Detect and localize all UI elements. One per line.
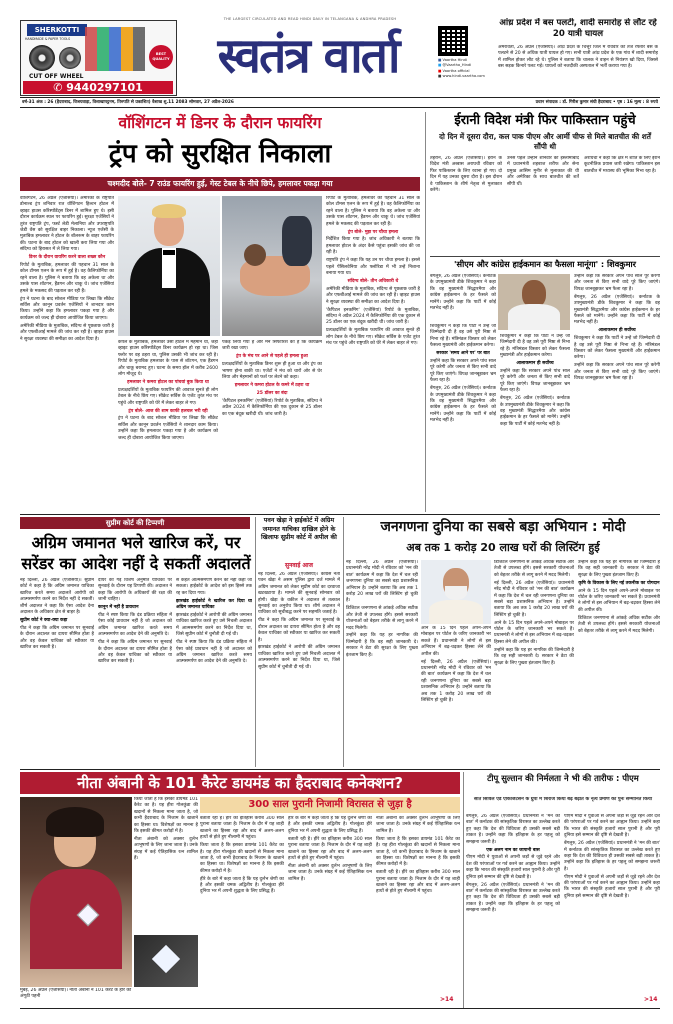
tipu-divider [463,772,464,1008]
modi-col2-text-2: नई दिल्ली, 26 अप्रैल (एजेंसियां)। प्रधानमंत्री नरेंद्र मोदी ने रविवार को 'मन की बात' कार्यक्रम में कहा कि देश में चल रही जनगणना दुनिया का सबसे बड़ा प्रशासनिक अभियान है। उन्होंने बताया कि अब तक 1 करोड़ 20 लाख घरों की लिस्टिंग हो चुकी है। [421,659,491,703]
product-strip [85,27,145,71]
nita-col3-text: हीरे के बारे में कहा जाता है कि यह दुर्लभ श्रेणी का है और इसकी चमक अद्वितीय है। गोलकुंडा हीरे दुनिया भर में अपनी शुद्धता के लिए प्रसिद्ध हैं। [288,816,372,834]
khera-headline: पवन खेड़ा ने हाईकोर्ट में अग्रिम जमानत याचिका दाखिल होने के खिलाफ सुप्रीम कोर्ट में अपील की [261,517,337,541]
nita-saree [30,869,122,969]
sc-column-2 [98,578,172,766]
modi-col4-text-3: डिजिटल जनगणना से आंकड़े अधिक सटीक और तेजी से उपलब्ध होंगे। इससे सरकारी योजनाओं को बेहतर तरीके से लागू करने में मदद मिलेगी। [578,615,660,634]
sc-col2-text-3: पीठ ने कहा कि अग्रिम जमानत पर सुनवाई के दौरान अदालत का दायरा सीमित होता है और वह केवल याचिका को स्वीकार या खारिज कर सकती है। [98,640,172,665]
sc-col1-text: नई दिल्ली, 26 अप्रैल (एजेंसियां)। सुप्रीम कोर्ट ने कहा है कि अग्रिम जमानत याचिका खारिज करते समय अदालतें आरोपी को आत्मसमर्पण करने का निर्देश नहीं दे सकतीं। शीर्ष अदालत ने कहा कि ऐसा आदेश देना अदालत के अधिकार क्षेत्र से बाहर है। [20,578,94,616]
cut-wheel-image [29,45,55,71]
tipu-subhead: एक अलग नाम का जापानी बास [486,847,540,853]
modi-col1-text-3: उन्होंने कहा कि यह हर नागरिक की जिम्मेदारी है कि वह सही जानकारी दे। सरकार ने डेटा की सुरक्षा के लिए पुख्ता इंतजाम किए हैं। [346,633,418,658]
tipu-column-2 [564,814,660,996]
karnataka-column-2 [500,334,570,512]
nita-col1-text-2: नीता अंबानी को अक्सर दुर्लभ आभूषणों के लिए जाना जाता है। उनके संग्रह में कई ऐतिहासिक रत्न शामिल हैं। [134,836,198,862]
shivakumar-shirt [508,304,560,330]
tipu-headline: टीपू सुल्तान की निर्मलता ने भी की तारीफ : पीएम [487,773,639,783]
bow-tie [163,250,175,255]
sc-col1-subhead: सुप्रीम कोर्ट ने क्या-क्या कहा [20,617,68,623]
modi-col1-text: नई दिल्ली, 26 अप्रैल (एजेंसियां)। प्रधानमंत्री नरेंद्र मोदी ने रविवार को 'मन की बात' कार्यक्रम में कहा कि देश में चल रही जनगणना दुनिया का सबसे बड़ा प्रशासनिक अभियान है। उन्होंने बताया कि अब तक 1 करोड़ 20 लाख घरों की लिस्टिंग हो चुकी है। [346,560,418,604]
karnataka-subhead-1: सरकार 'समय आने पर' पर बात [436,351,490,357]
social-list [438,58,498,79]
modi-beard [445,586,467,600]
sc-col3-text: से कहते आत्मसमर्पण करने को नहीं कहा जा सकता। हाईकोर्ट के आदेश को इस हिस्से तक रद्द कर दिया गया। [176,578,252,596]
nita-column-3 [288,816,372,1006]
modi-column-1 [346,560,418,766]
nita-column-1 [134,797,198,933]
social-youtube[interactable]: ■ Vaartha official [438,68,470,73]
tagline: THE LARGEST CIRCULATED AND READ HINDI DAILY IN TELANGANA & ANDHRA PRADESH [223,17,397,21]
tipu-column-1 [466,814,560,1002]
lead-col3-subhead: ट्रंप के मंच पर आने से पहले ही हमला हुआ [236,354,308,360]
nita-col2-text-2: किया जाता है कि इसका डायमंड 101 कैरेट का है। यह हीरा गोलकुंडा की खदानों से निकला माना जाता है, जो कभी हैदराबाद के निजाम के खजाने का हिस्सा था। विशेषज्ञों का मानना है कि इसकी कीमत करोड़ों में है। [200,843,284,874]
trump-photo [118,196,220,336]
tipu-col1-text-3: बेंगलुरु, 26 अप्रैल (एजेंसियां)। प्रधानमंत्री ने 'मन की बात' में कर्नाटक की सांस्कृतिक विरासत का उल्लेख करते हुए कहा कि देश की विविधता ही उसकी सबसे बड़ी ताकत है। उन्होंने कहा कि इतिहास के हर पहलू को समझना जरूरी है। [466,882,560,914]
karnataka-col1b-text: शिवकुमार ने कहा कि पार्टी ने उन्हें जो जिम्मेदारी दी है वह उसे पूरी निष्ठा से निभा रहे हैं। मंत्रिमंडल विस्तार को लेकर फैसला मुख्यमंत्री और हाईकमान करेगा। [430,324,496,349]
lead-headline: ट्रंप को सुरक्षित निकाला [108,139,332,169]
tipu-col2-text-2: बेंगलुरु, 26 अप्रैल (एजेंसियां)। प्रधानमंत्री ने 'मन की बात' में कर्नाटक की सांस्कृतिक विरासत का उल्लेख करते हुए कहा कि देश की विविधता ही उसकी सबसे बड़ी ताकत है। उन्होंने कहा कि इतिहास के हर पहलू को समझना जरूरी है। [564,841,660,872]
modi-photo [421,560,491,624]
nita-col1-text: किया जाता है कि इसका डायमंड 101 कैरेट का है। यह हीरा गोलकुंडा की खदानों से निकला माना जाता है, जो कभी हैदराबाद के निजाम के खजाने का हिस्सा था। विशेषज्ञों का मानना है कि इसकी कीमत करोड़ों में है। [134,797,198,835]
modi-deck: अब तक 1 करोड़ 20 लाख घरों की लिस्टिंग हुई [406,541,600,554]
edition-top-rule [20,97,660,98]
lead-col4-text-4: 'कैपिटल इनकमिंग' (एजेंसियां) रिपोर्ट के मुताबिक, संदिग्ध ने अप्रैल 2024 में कैलिफोर्निया की एक दुकान से 25 डॉलर का एक बंदूक खरीदी थी। जांच जारी है। [326,307,420,326]
modi-col4-text-2: आने के 15 दिन पहले अपने-अपने मोबाइल पर पोर्टल के जरिए जानकारी भर सकते हैं। प्रधानमंत्री ने लोगों से इस अभियान में बढ़-चढ़कर हिस्सा लेने की अपील की। [578,588,660,613]
lead-col1-text-2: रिपोर्ट के मुताबिक, हमलावर की पहचान 31 साल के कोल टॉमस एलन के रूप में हुई है। वह कैलिफोर्निया का रहने वाला है। पुलिस ने बताया कि वह अकेला था और उसके पास शॉटगन, हैंडगन और चाकू थे। जांच एजेंसियां हमले के मकसद की पड़ताल कर रही हैं। [20,263,114,294]
modi-col3-text-2: नई दिल्ली, 26 अप्रैल (एजेंसियां)। प्रधानमंत्री नरेंद्र मोदी ने रविवार को 'मन की बात' कार्यक्रम में कहा कि देश में चल रही जनगणना दुनिया का सबसे बड़ा प्रशासनिक अभियान है। उन्होंने बताया कि अब तक 1 करोड़ 20 लाख घरों की लिस्टिंग हो चुकी है। [494,580,574,618]
tipu-col2-text: पीएम मोदी ने युवाओं से अपनी जड़ों से जुड़े रहने और देश की परंपराओं पर गर्व करने का आह्वान किया। उन्होंने कहा कि भारत की संस्कृति हजारों साल पुरानी है और पूरी दुनिया इसे सम्मान की दृष्टि से देखती है। [564,814,660,839]
karnataka-col3-text: उन्होंने कहा कि सरकार अपने पांच साल पूरे करेगी और जनता से किए सभी वादे पूरे किए जाएंगे। विपक्ष जानबूझकर भ्रम फैला रहा है। [574,274,660,292]
iran-column-2: उनसे पहले उन्होंने शनिवार को इस्लामाबाद में प्रधानमंत्री शहबाज शरीफ और सेना प्रमुख आसिम मुनीर से मुलाकात की थी और अमेरिका के साथ बातचीत की शर्तें सौंपी थीं। [507,156,579,187]
karnataka-col1b-text-2: उन्होंने कहा कि सरकार अपने पांच साल पूरे करेगी और जनता से किए सभी वादे पूरे किए जाएंगे। विपक्ष जानबूझकर भ्रम फैला रहा है। [430,359,496,384]
nita-hair [46,807,104,837]
sc-col3-text-3: पीठ ने स्पष्ट किया कि दंड प्रक्रिया संहिता में ऐसा कोई प्रावधान नहीं है जो अदालत को अग्रिम जमानत खारिज करते समय आत्मसमर्पण का आदेश देने की अनुमति दे। [176,640,252,665]
lead-col3-text-3: 'कैपिटल इनकमिंग' (एजेंसियां) रिपोर्ट के मुताबिक, संदिग्ध ने अप्रैल 2024 में कैलिफोर्निया की एक दुकान से 25 डॉलर का एक बंदूक खरीदी थी। जांच जारी है। [222,398,322,417]
modi-col3-text-3: आने के 15 दिन पहले अपने-अपने मोबाइल पर पोर्टल के जरिए जानकारी भर सकते हैं। प्रधानमंत्री ने लोगों से इस अभियान में बढ़-चढ़कर हिस्सा लेने की अपील की। [494,620,574,645]
edition-line: वर्ष-31 अंक : 26 (हैदराबाद, विजयवाड़ा, विशाखापट्टनम, तिरुपति से प्रकाशित) वैशाख शु.11 2083 सोमवार, 27 अप्रैल-2026 [22,100,234,105]
lead-col1-text: वॉशिंगटन, 26 अप्रैल (एजेंसियां)। अमेरिका के राष्ट्रपति डोनाल्ड ट्रंप शनिवार रात वॉशिंगटन हिल्टन होटल में व्हाइट हाउस कॉरेस्पोंडेंट्स डिनर में शामिल हुए थे। इसी दौरान कार्यक्रम स्थल पर फायरिंग हुई। सुरक्षा एजेंसियों ने तुरंत राष्ट्रपति ट्रंप, फर्स्ट लेडी मेलानिया और उपराष्ट्रपति जेडी वेंस को सुरक्षित बाहर निकाला। न्यूज एजेंसी के मुताबिक हमलावर ने होटल के बॉलरूम के बाहर फायरिंग की। घटना के बाद होटल को खाली करा लिया गया और संदिग्ध को हिरासत में ले लिया गया। [20,196,114,253]
karnataka-column-1 [430,274,496,322]
khera-body-text-3: झारखंड हाईकोर्ट ने आरोपी की अग्रिम जमानत याचिका खारिज करते हुए उसे निचली अदालत में आत्मसमर्पण करने का निर्देश दिया था, जिसे सुप्रीम कोर्ट में चुनौती दी गई थी। [258,645,340,670]
lead-col3-subhead-2: हमलावर ने कमरा होटल के कमरे में ठहरा था [234,382,310,388]
karnataka-subhead-2: आलाकमान ही सर्वोच्च [516,361,554,367]
lead-col3-subhead-3: 25 डॉलर का बंदा [256,390,288,396]
lead-col2-text-3: ट्रंप ने घटना के बाद सोशल मीडिया पर लिखा कि सीक्रेट सर्विस और कानून प्रवर्तन एजेंसियों ने शानदार काम किया। उन्होंने कहा कि हमलावर पकड़ा गया है और कार्यक्रम को जल्द ही दोबारा आयोजित किया जाएगा। [118,416,218,441]
sc-col3-subhead: झारखंड हाईकोर्ट ने खारिज कर दिया था अग्रिम जमानत याचिका [176,598,252,611]
lead-column-3 [222,340,322,510]
nita-column-2 [200,816,284,1006]
iran-headline: ईरानी विदेश मंत्री फिर पाकिस्तान पहुंचे [454,113,636,128]
lead-col1-subhead: डिनर के दौरान वायरिंग करने वाला शख्स कौन [28,255,106,261]
modi-col4-subhead: कृषि के विकास के लिए नई तकनीक का योगदान [578,580,660,586]
facebook-icon: ■ [438,58,443,62]
karnataka-col3-text-3: शिवकुमार ने कहा कि पार्टी ने उन्हें जो जिम्मेदारी दी है वह उसे पूरी निष्ठा से निभा रहे हैं। मंत्रिमंडल विस्तार को लेकर फैसला मुख्यमंत्री और हाईकमान करेगा। [574,336,660,361]
suspect-photo [222,196,322,336]
sc-col2-text: दायर की गई विशेष अनुमति याचिका पर सुनवाई के दौरान यह टिप्पणी की। अदालत ने कहा कि आरोपी के अधिकारों की रक्षा की जानी चाहिए। [98,578,172,603]
khera-body-text: नई दिल्ली, 26 अप्रैल (एजेंसियां)। कांग्रेस नेता पवन खेड़ा ने असम पुलिस द्वारा दर्ज मामले में अग्रिम जमानत को लेकर सुप्रीम कोर्ट का दरवाजा खटखटाया है। मामले की सुनवाई सोमवार को होगी। खेड़ा के वकील ने अदालत से तत्काल सुनवाई का अनुरोध किया था। शीर्ष अदालत ने याचिका को सूचीबद्ध करने पर सहमति जताई है। [258,572,340,616]
twitter-icon: ■ [438,63,443,68]
story-body: अमरावती, 26 अप्रैल (एजेंसियां)। आंध्र प्रदेश के चित्तूर जिले में रविवार को तेज रफ्तार बस के पलटने से 20 से अधिक यात्री घायल हो गए। सभी यात्री आंध्र प्रदेश के एक गांव में शादी समारोह में शामिल होकर लौट रहे थे। पुलिस ने बताया कि चालक ने वाहन से नियंत्रण खो दिया, जिससे बस सड़क किनारे पलट गई। घायलों को नजदीकी अस्पताल में भर्ती कराया गया है। [498,45,658,70]
sc-col2-subhead: कानून में नहीं है प्रावधान [98,605,139,611]
nita-col4-text-3: बताती रही है। हीरे का इतिहास करीब 300 साल पुराना बताया जाता है। निजाम के दौर में यह शाही खजाने का हिस्सा रहा और बाद में अलग-अलग हाथों से होते हुए नीलामी में पहुंचा। [376,870,460,895]
nita-caption: मुंबई, 26 अप्रैल (एजेंसियां)। नीता अंबानी ने 101 कैरेट के हीरे की अंगूठी पहनी [20,988,132,999]
nita-col4-text: नीता अंबानी को अक्सर दुर्लभ आभूषणों के लिए जाना जाता है। उनके संग्रह में कई ऐतिहासिक रत्न शामिल हैं। [376,816,460,834]
ad-phone-number: 9440297101 [66,81,143,94]
phone-icon: ✆ [53,81,67,94]
modi-col3-text: डिजिटल जनगणना से आंकड़े अधिक सटीक और तेजी से उपलब्ध होंगे। इससे सरकारी योजनाओं को बेहतर तरीके से लागू करने में मदद मिलेगी। [494,560,574,578]
qr-code[interactable] [438,26,468,56]
karnataka-col2-text: शिवकुमार ने कहा कि पार्टी ने उन्हें जो जिम्मेदारी दी है वह उसे पूरी निष्ठा से निभा रहे हैं। मंत्रिमंडल विस्तार को लेकर फैसला मुख्यमंत्री और हाईकमान करेगा। [500,334,570,359]
iran-column-1: तेहरान, 26 अप्रैल (एजेंसियां)। ईरान के विदेश मंत्री अब्बास अराघची रविवार को फिर पाकिस्तान के लिए रवाना हो गए। दो दिन में यह उनका दूसरा दौरा है। इस दौरान वे पाकिस्तान के शीर्ष नेतृत्व से मुलाकात करेंगे। [430,156,502,194]
social-website[interactable]: ■ www.hindi.vaartha.com [438,73,485,78]
karnataka-column-3 [574,274,660,512]
lead-col4-text-5: प्रत्यक्षदर्शियों के मुताबिक फायरिंग की आवाज सुनते ही लोग टेबल के नीचे छिप गए। सीक्रेट सर्विस के एजेंट तुरंत मंच पर पहुंचे और राष्ट्रपति को घेरे में लेकर बाहर ले गए। [326,328,420,347]
sc-column-1 [20,578,94,766]
modi-column-3 [494,560,574,766]
middle-rule [20,514,660,515]
lead-col1-text-3: ट्रंप ने घटना के बाद सोशल मीडिया पर लिखा कि सीक्रेट सर्विस और कानून प्रवर्तन एजेंसियों ने शानदार काम किया। उन्होंने कहा कि हमलावर पकड़ा गया है और कार्यक्रम को जल्द ही दोबारा आयोजित किया जाएगा। [20,296,114,321]
nita-col4-text-2: किया जाता है कि इसका डायमंड 101 कैरेट का है। यह हीरा गोलकुंडा की खदानों से निकला माना जाता है, जो कभी हैदराबाद के निजाम के खजाने का हिस्सा था। विशेषज्ञों का मानना है कि इसकी कीमत करोड़ों में है। [376,836,460,868]
lower-rule [20,769,660,770]
iran-column-3: अराघची ने कहा कि क्षेत्र में शांति के लिए ईरान कूटनीतिक प्रयास जारी रखेगा। पाकिस्तान इस बातचीत में मध्यस्थ की भूमिका निभा रहा है। [584,156,660,174]
nita-column-4 [376,816,460,994]
karnataka-col2-text-2: उन्होंने कहा कि सरकार अपने पांच साल पूरे करेगी और जनता से किए सभी वादे पूरे किए जाएंगे। विपक्ष जानबूझकर भ्रम फैला रहा है। [500,369,570,394]
lead-col4-text-3: अमेरिकी मीडिया के मुताबिक, संदिग्ध से पूछताछ जारी है और एफबीआई मामले की जांच कर रही है। व्हाइट हाउस ने सुरक्षा व्यवस्था की समीक्षा का आदेश दिया है। [326,286,420,305]
iran-deck: दो दिन में दूसरा दौरा, कल पाक पीएम और आर्मी चीफ से मिले बातचीत की शर्तें सौंपी थी [439,132,651,151]
iran-bottom-rule [430,256,660,257]
nita-col2-text: बताती रही है। हीरे का इतिहास करीब 300 साल पुराना बताया जाता है। निजाम के दौर में यह शाही खजाने का हिस्सा रहा और बाद में अलग-अलग हाथों से होते हुए नीलामी में पहुंचा। [200,816,284,841]
nita-col3-text-3: नीता अंबानी को अक्सर दुर्लभ आभूषणों के लिए जाना जाता है। उनके संग्रह में कई ऐतिहासिक रत्न शामिल हैं। [288,863,372,882]
karnataka-subhead-3: आलाकमान ही सर्वोच्च [598,328,636,334]
modi-kurta [429,600,483,624]
modi-column-4 [578,560,660,766]
lead-kicker: वॉशिंगटन में डिनर के दौरान फायरिंग [118,114,322,132]
diamond-closeup [152,945,180,973]
sc-col3-text-2: झारखंड हाईकोर्ट ने आरोपी की अग्रिम जमानत याचिका खारिज करते हुए उसे निचली अदालत में आत्मसमर्पण करने का निर्देश दिया था, जिसे सुप्रीम कोर्ट में चुनौती दी गई थी। [176,613,252,638]
edition-bottom-rule [20,107,660,108]
tipu-continued-link[interactable]: >14 [644,996,658,1003]
ad-badge: BEST QUALITY [149,45,173,69]
lead-col2-text: कैपल के मुताबिक, हमलावर उसी होटल में मेहमान था, जहां व्हाइट हाउस कॉरेस्पोंडेंट्स डिनर कार्यक्रम हो रहा था। जिस फ्लोर पर वह ठहरा था, पुलिस उसकी भी जांच कर रही है। रिपोर्ट के मुताबिक हमलावर के पास से शॉटगन, एक हैंडगन और चाकू बरामद हुए। घटना के समय हॉल में करीब 2600 लोग मौजूद थे। [118,340,218,378]
lead-col4-subhead-0: ट्रंप बोले- मुझ पर चौथा हमला [347,229,399,235]
ad-subtitle: HANDMADE & PAPER TOOLS [25,37,71,41]
nita-col3-text-2: बताती रही है। हीरे का इतिहास करीब 300 साल पुराना बताया जाता है। निजाम के दौर में यह शाही खजाने का हिस्सा रहा और बाद में अलग-अलग हाथों से होते हुए नीलामी में पहुंचा। [288,836,372,861]
nita-col2-text-3: हीरे के बारे में कहा जाता है कि यह दुर्लभ श्रेणी का है और इसकी चमक अद्वितीय है। गोलकुंडा हीरे दुनिया भर में अपनी शुद्धता के लिए प्रसिद्ध हैं। [200,876,284,895]
page-bottom-rule [20,1008,660,1009]
karnataka-column-1b [430,324,496,512]
youtube-icon: ■ [438,68,443,73]
globe-icon: ■ [438,73,443,78]
sc-banner: सुप्रीम कोर्ट की टिप्पणी [20,517,250,529]
lead-col4-text-2: राष्ट्रपति ट्रंप ने कहा कि यह उन पर चौथा हमला है। इससे पहले पेंसिलवेनिया और फ्लोरिडा में भी उन्हें निशाना बनाया गया था। [326,258,420,276]
top-right-story [498,18,658,94]
sc-divider [255,517,256,767]
khera-subhead: सुनवाई आज [285,562,313,569]
lead-col2-subhead-2: ट्रंप बोले- आज की शाम काफी हलचल भरी रही [128,408,208,414]
lead-column-4 [326,196,420,511]
ad-phone [23,81,173,94]
modi-col1-text-2: डिजिटल जनगणना से आंकड़े अधिक सटीक और तेजी से उपलब्ध होंगे। इससे सरकारी योजनाओं को बेहतर तरीके से लागू करने में मदद मिलेगी। [346,606,418,631]
social-facebook[interactable]: ■ Vaartha Hindi [438,58,467,62]
ad-brand: SHERKOTTI [27,24,87,36]
karnataka-col3-text-4: उन्होंने कहा कि सरकार अपने पांच साल पूरे करेगी और जनता से किए सभी वादे पूरे किए जाएंगे। विपक्ष जानबूझकर भ्रम फैला रहा है। [574,363,660,382]
lead-column-1 [20,196,114,511]
social-twitter[interactable]: ■ @Vaartha_Hindi [438,63,472,68]
lead-column-2 [118,340,218,510]
lead-col3-text: पकड़ लिया गया है और मैंने सिफारिश की है कि कार्यक्रम जारी रखा जाए। [222,340,322,352]
modi-col3-text-4: उन्होंने कहा कि यह हर नागरिक की जिम्मेदारी है कि वह सही जानकारी दे। सरकार ने डेटा की सुरक्षा के लिए पुख्ता इंतजाम किए हैं। [494,647,574,666]
editor-line: प्रधान संपादक : डॉ. गिरीश कुमार संघी हैदराबाद • पृष्ठ : 16 मूल्य : 8 रुपये [535,100,658,105]
lead-deck: चश्मदीद बोले- 7 राउंड फायरिंग हुई, गेस्ट टेबल के नीचे छिपे, हमलावर पकड़ा गया [20,177,420,191]
karnataka-col2-text-3: बेंगलुरु, 26 अप्रैल (एजेंसियां)। कर्नाटक के उपमुख्यमंत्री डीके शिवकुमार ने कहा कि वह मुख्यमंत्री सिद्धारमैया और कांग्रेस हाईकमान के हर फैसले को मानेंगे। उन्होंने कहा कि पार्टी में कोई मतभेद नहीं है। [500,396,570,427]
lead-col1-text-4: अमेरिकी मीडिया के मुताबिक, संदिग्ध से पूछताछ जारी है और एफबीआई मामले की जांच कर रही है। व्हाइट हाउस ने सुरक्षा व्यवस्था की समीक्षा का आदेश दिया है। [20,323,114,342]
nita-banner: 300 साल पुरानी निजामी विरासत से जुड़ा है [200,797,460,813]
cut-wheel-image-2 [59,47,81,69]
khera-divider [343,517,344,767]
sc-col2-text-2: पीठ ने स्पष्ट किया कि दंड प्रक्रिया संहिता में ऐसा कोई प्रावधान नहीं है जो अदालत को अग्रिम जमानत खारिज करते समय आत्मसमर्पण का आदेश देने की अनुमति दे। [98,613,172,638]
nita-continued-link[interactable]: >14 [440,996,454,1003]
sc-column-3 [176,578,252,766]
modi-column-2 [421,626,491,766]
sc-col1-text-2: पीठ ने कहा कि अग्रिम जमानत पर सुनवाई के दौरान अदालत का दायरा सीमित होता है और वह केवल याचिका को स्वीकार या खारिज कर सकती है। [20,625,94,651]
nita-photo [20,797,132,987]
story-headline: आंध्र प्रदेश में बस पलटी, शादी समारोह से लौट रहे 20 यात्री घायल [499,18,657,39]
nita-diamond-photo [134,935,198,987]
modi-headline: जनगणना दुनिया का सबसे बड़ा अभियान : मोदी [380,519,626,535]
lead-col4-text-0: रिपोर्ट के मुताबिक, हमलावर की पहचान 31 साल के कोल टॉमस एलन के रूप में हुई है। वह कैलिफोर्निया का रहने वाला है। पुलिस ने बताया कि वह अकेला था और उसके पास शॉटगन, हैंडगन और चाकू थे। जांच एजेंसियां हमले के मकसद की पड़ताल कर रही हैं। [326,196,420,227]
officer-figure [282,216,312,266]
karnataka-col3-text-2: बेंगलुरु, 26 अप्रैल (एजेंसियां)। कर्नाटक के उपमुख्यमंत्री डीके शिवकुमार ने कहा कि वह मुख्यमंत्री सिद्धारमैया और कांग्रेस हाईकमान के हर फैसले को मानेंगे। उन्होंने कहा कि पार्टी में कोई मतभेद नहीं है। [574,294,660,326]
tipu-col1-text: बेंगलुरु, 26 अप्रैल (एजेंसियां)। प्रधानमंत्री ने 'मन की बात' में कर्नाटक की सांस्कृतिक विरासत का उल्लेख करते हुए कहा कि देश की विविधता ही उसकी सबसे बड़ी ताकत है। उन्होंने कहा कि इतिहास के हर पहलू को समझना जरूरी है। [466,814,560,845]
shivakumar-photo [498,274,570,330]
tipu-col2-text-3: पीएम मोदी ने युवाओं से अपनी जड़ों से जुड़े रहने और देश की परंपराओं पर गर्व करने का आह्वान किया। उन्होंने कहा कि भारत की संस्कृति हजारों साल पुरानी है और पूरी दुनिया इसे सम्मान की दृष्टि से देखती है। [564,874,660,899]
ad-product: CUT OFF WHEEL [29,73,84,80]
masthead-title: स्वतंत्र वार्ता [217,28,399,84]
trump-hair [152,204,186,218]
khera-body-text-2: पीठ ने कहा कि अग्रिम जमानत पर सुनवाई के दौरान अदालत का दायरा सीमित होता है और वह केवल याचिका को स्वीकार या खारिज कर सकती है। [258,618,340,643]
masthead [0,0,673,96]
lead-right-divider [425,112,426,512]
tipu-col1-text-2: पीएम मोदी ने युवाओं से अपनी जड़ों से जुड़े रहने और देश की परंपराओं पर गर्व करने का आह्वान किया। उन्होंने कहा कि भारत की संस्कृति हजारों साल पुरानी है और पूरी दुनिया इसे सम्मान की दृष्टि से देखती है। [466,855,560,880]
modi-col2-text: आने के 15 दिन पहले अपने-अपने मोबाइल पर पोर्टल के जरिए जानकारी भर सकते हैं। प्रधानमंत्री ने लोगों से इस अभियान में बढ़-चढ़कर हिस्सा लेने की अपील की। [421,626,491,657]
lead-col2-subhead: हमलावर ने कमरा होटल का पांचवां बुक किया था [127,379,209,385]
khera-body [258,572,340,767]
karnataka-col1-text: बेंगलुरु, 26 अप्रैल (एजेंसियां)। कर्नाटक के उपमुख्यमंत्री डीके शिवकुमार ने कहा कि वह मुख्यमंत्री सिद्धारमैया और कांग्रेस हाईकमान के हर फैसले को मानेंगे। उन्होंने कहा कि पार्टी में कोई मतभेद नहीं है। [430,274,496,312]
nita-headline: नीता अंबानी के 101 कैरेट डायमंड का हैदराबाद कनेक्शन? [20,772,460,794]
sc-headline: अग्रिम जमानत भले खारिज करें, पर सरेंडर का आदेश नहीं दे सकतीं अदालतें [21,533,251,573]
modi-col4-text: उन्होंने कहा कि यह हर नागरिक की जिम्मेदारी है कि वह सही जानकारी दे। सरकार ने डेटा की सुरक्षा के लिए पुख्ता इंतजाम किए हैं। [578,560,660,578]
advertisement[interactable] [20,20,177,96]
lead-col3-text-2: प्रत्यक्षदर्शियों के मुताबिक डिनर शुरू ही हुआ था और ट्रंप का भाषण होना बाकी था। एजेंटों ने मंच को चारों ओर से घेर लिया और मेहमानों को फर्श पर लेटने को कहा। [222,362,322,381]
lead-col4-text: निर्देशित किया गया है। जांच अधिकारी ने बताया कि हमलावर होटल के अंदर कैसे पहुंचा इसकी जांच की जा रही है। [326,237,420,256]
karnataka-headline: 'सीएम और कांग्रेस हाईकमान का फैसला मानूंगा' : शिवकुमार [454,259,636,269]
lead-col4-subhead: संदिग्ध बोले- तीन अधिकारी थे [347,278,399,284]
tipu-deck: सात सिविल एंड एकिजिटेसन के ग्रुपों में शिराज किया बढ़े बढ़ीत के नृत्य प्रमाण को पुनः सम्मानित किया [474,797,652,802]
suspect-head [244,244,266,266]
karnataka-col1b-text-3: बेंगलुरु, 26 अप्रैल (एजेंसियां)। कर्नाटक के उपमुख्यमंत्री डीके शिवकुमार ने कहा कि वह मुख्यमंत्री सिद्धारमैया और कांग्रेस हाईकमान के हर फैसले को मानेंगे। उन्होंने कहा कि पार्टी में कोई मतभेद नहीं है। [430,386,496,424]
lead-col2-text-2: प्रत्यक्षदर्शियों के मुताबिक फायरिंग की आवाज सुनते ही लोग टेबल के नीचे छिप गए। सीक्रेट सर्विस के एजेंट तुरंत मंच पर पहुंचे और राष्ट्रपति को घेरे में लेकर बाहर ले गए। [118,387,218,406]
